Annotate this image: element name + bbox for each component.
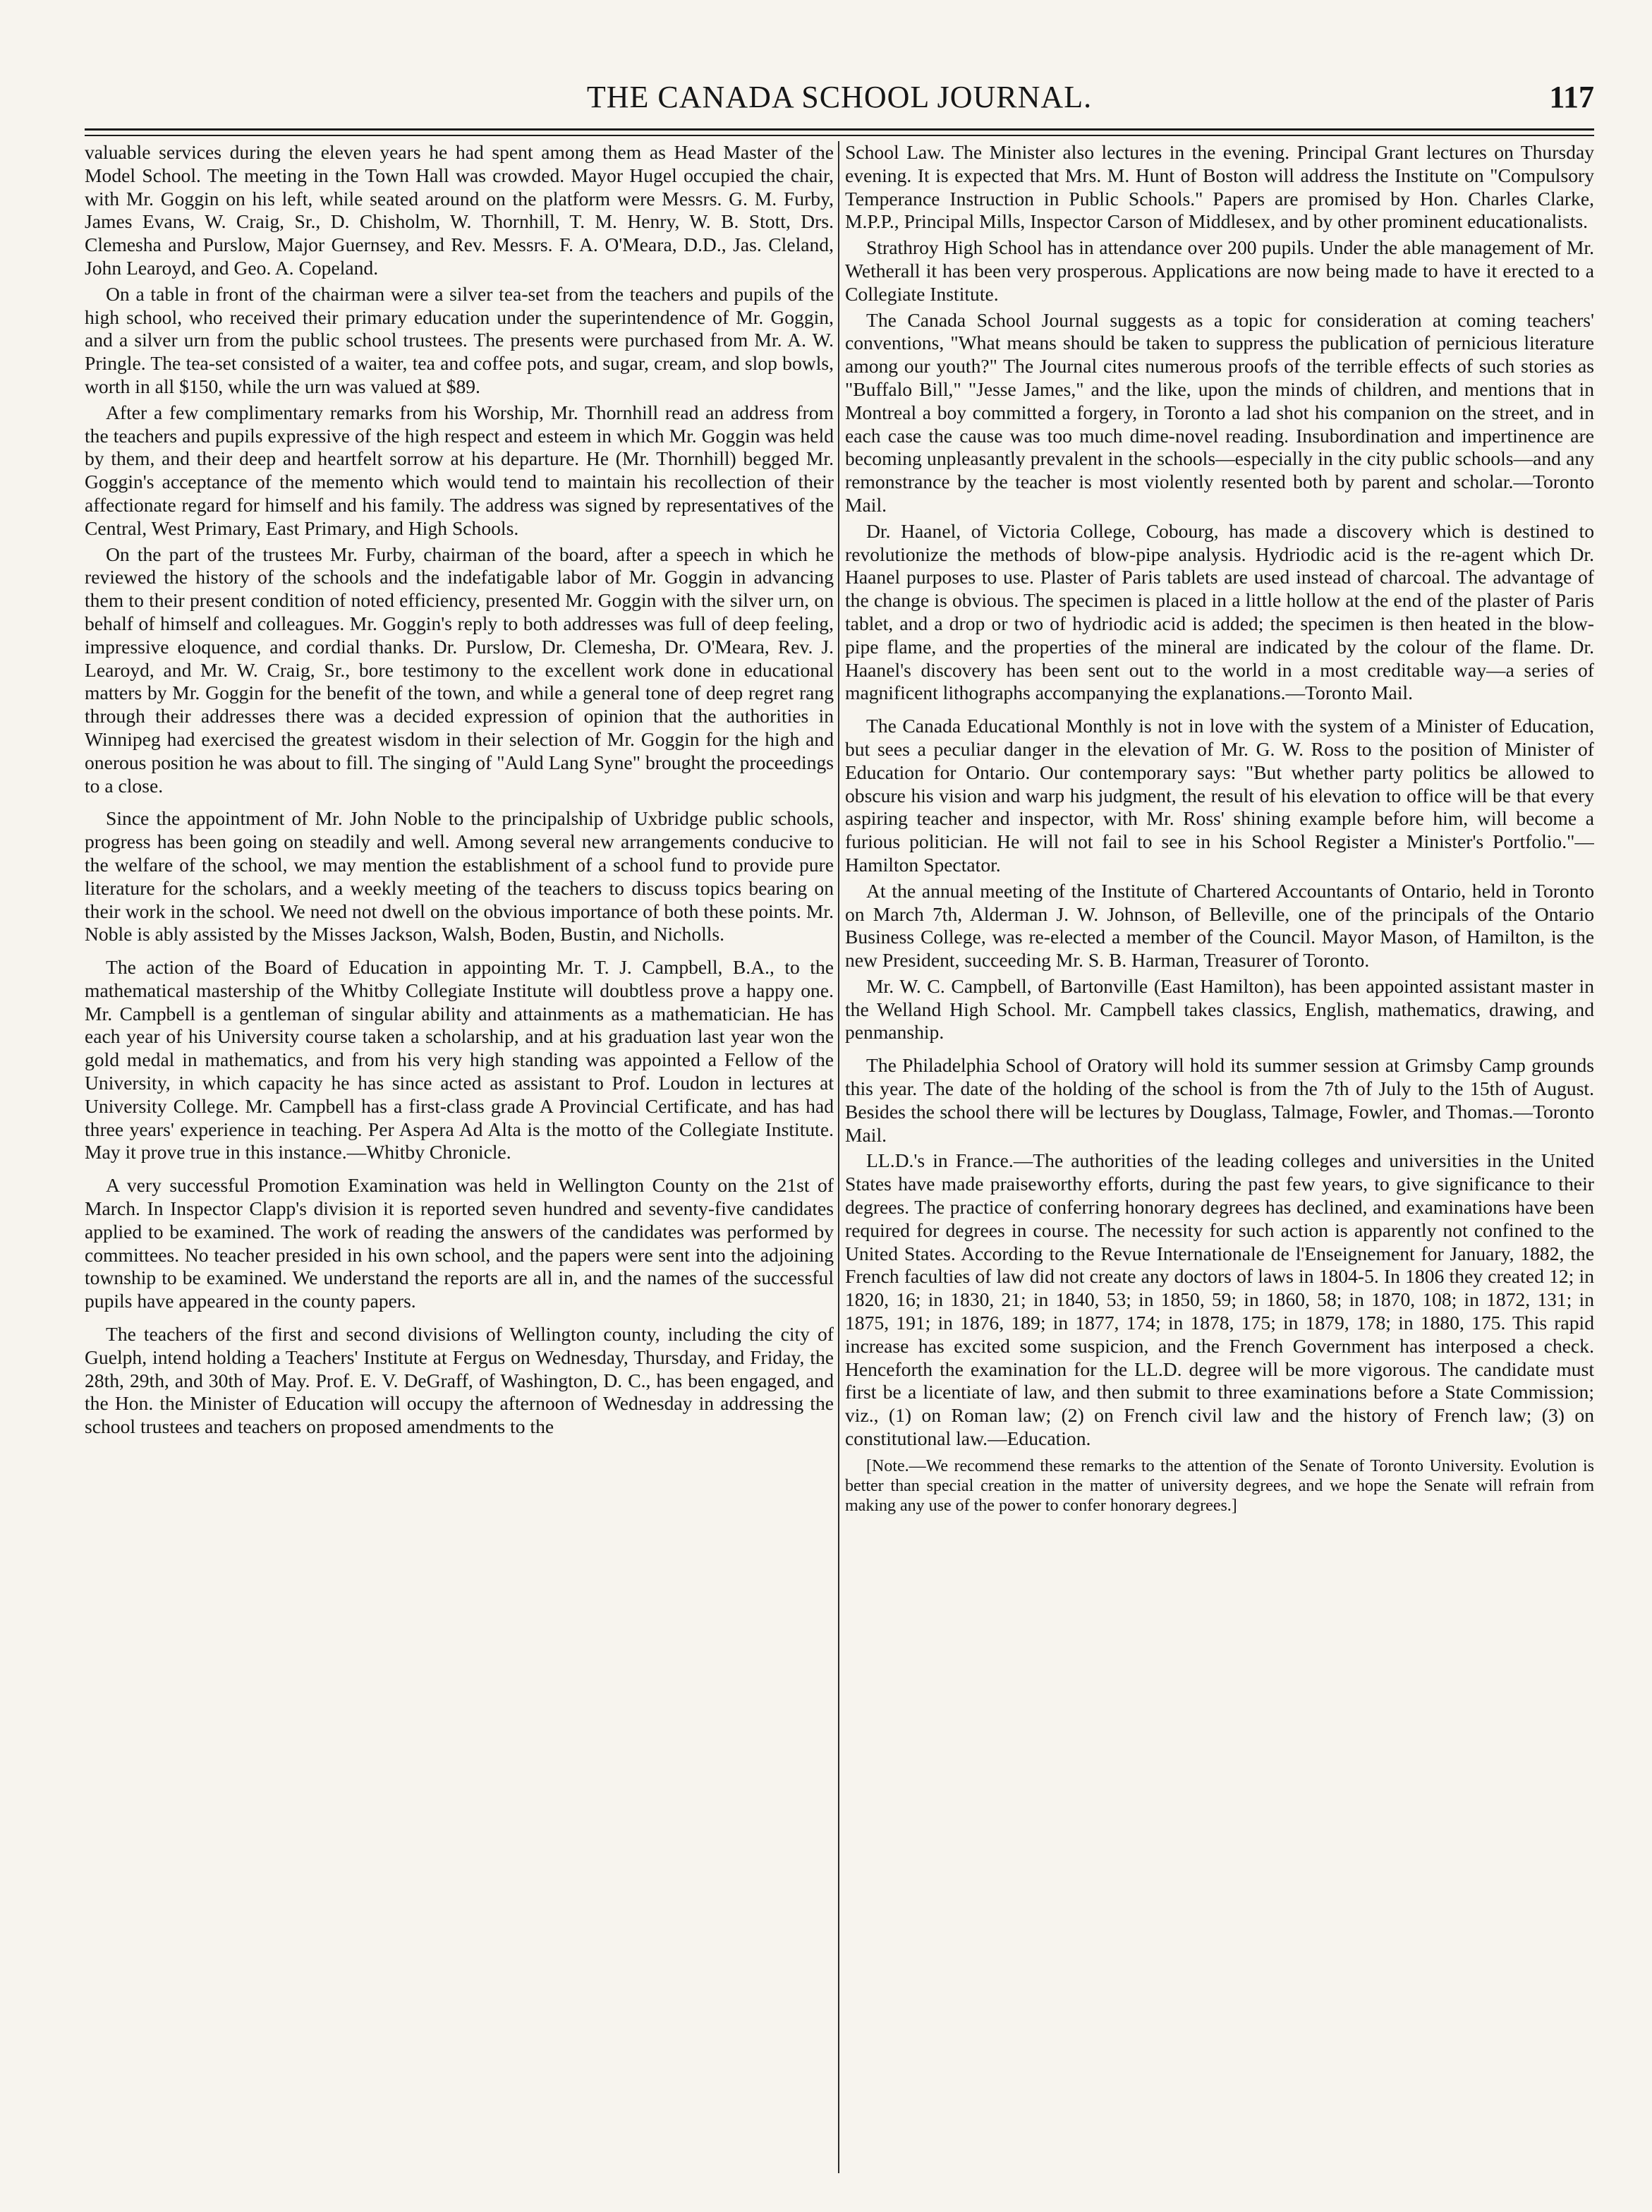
left-column [85,141,834,2180]
paragraph: Since the appointment of Mr. John Noble to the principalship of Uxbridge public schools, progress has been going on steadily and well. Among several new arrangements conducive to the welfare of the school, we may mention the establishment of a school fund to provide pure literature for the scholars, and a weekly meeting of the teachers to discuss topics bearing on their work in the school. We need not dwell on the obvious importance of both these points. Mr. Noble is ably assisted by the Misses Jackson, Walsh, Boden, Bustin, and Nicholls. [85,807,834,945]
paragraph: valuable services during the eleven years he had spent among them as Head Master of the Model School. The meeting in the Town Hall was crowded. Mayor Hugel occupied the chair, with Mr. Goggin on his left, while seated around on the platform were Messrs. G. M. Furby, James Evans, W. Craig, Sr., D. Chisholm, W. Thornhill, T. M. Henry, W. B. Stott, Drs. Clemesha and Purslow, Major Guernsey, and Rev. Messrs. F. A. O'Meara, D.D., Jas. Cleland, John Learoyd, and Geo. A. Copeland. [85,141,834,279]
header-rule-thick [85,128,1594,131]
paragraph: At the annual meeting of the Institute of Chartered Accountants of Ontario, held in Toronto on March 7th, Alderman J. W. Johnson, of Belleville, one of the principals of the Ontario Business College, was re-elected a member of the Council. Mayor Mason, of Hamilton, is the new President, succeeding Mr. S. B. Harman, Treasurer of Toronto. [845,879,1594,972]
header-rule-thin [85,135,1594,136]
paragraph: On the part of the trustees Mr. Furby, chairman of the board, after a speech in which he reviewed the history of the schools and the indefatigable labor of Mr. Goggin in advancing them to their present condition of noted efficiency, presented Mr. Goggin with the silver urn, on behalf of himself and colleagues. Mr. Goggin's reply to both addresses was full of deep feeling, impressive eloquence, and cordial thanks. Dr. Purslow, Dr. Clemesha, Dr. O'Meara, Rev. J. Learoyd, and Mr. W. Craig, Sr., bore testimony to the excellent work done in educational matters by Mr. Goggin for the benefit of the town, and while a general tone of deep regret rang through their addresses there was a decided expression of opinion that the authorities in Winnipeg had exercised the greatest wisdom in their selection of Mr. Goggin for the high and onerous position he was about to fill. The singing of "Auld Lang Syne" brought the proceedings to a close. [85,543,834,797]
paragraph: The Canada Educational Monthly is not in love with the system of a Minister of Education, but sees a peculiar danger in the elevation of Mr. G. W. Ross to the position of Minister of Education for Ontario. Our contemporary says: "But whether party politics be allowed to obscure his vision and warp his judgment, the result of his elevation to office will be that every aspiring teacher and inspector, with Mr. Ross' shining example before him, will become a furious politician. He will not fail to see in his School Register a Minister's Portfolio."—Hamilton Spectator. [845,715,1594,876]
paragraph: The Philadelphia School of Oratory will hold its summer session at Grimsby Camp grounds this year. The date of the holding of the school is from the 7th of July to the 15th of August. Besides the school there will be lectures by Douglass, Talmage, Fowler, and Thomas.—Toronto Mail. [845,1054,1594,1146]
paragraph: Mr. W. C. Campbell, of Bartonville (East Hamilton), has been appointed assistant master in the Welland High School. Mr. Campbell takes classics, English, mathematics, drawing, and penmanship. [845,974,1594,1044]
page-header [85,79,1594,121]
paragraph: The Canada School Journal suggests as a topic for consideration at coming teachers' conventions, "What means should be taken to suppress the publication of pernicious literature among our youth?" The Journal cites numerous proofs of the terrible effects of such stories as "Buffalo Bill," "Jesse James," and the like, upon the minds of children, and mentions that in Montreal a boy committed a forgery, in Toronto a lad shot his companion on the street, and in each case the cause was too much dime-novel reading. Insubordination and impertinence are becoming unpleasantly prevalent in the schools—especially in the city public schools—and any remonstrance by the teacher is most violently resented both by parent and scholar.—Toronto Mail. [845,308,1594,516]
paragraph: On a table in front of the chairman were a silver tea-set from the teachers and pupils of the high school, who received their primary education under the superintendence of Mr. Goggin, and a silver urn from the public school trustees. The presents were purchased from Mr. A. W. Pringle. The tea-set consisted of a waiter, tea and coffee pots, and sugar, cream, and slop bowls, worth in all $150, while the urn was valued at $89. [85,282,834,397]
paragraph: LL.D.'s in France.—The authorities of the leading colleges and universities in the United States have made praiseworthy efforts, during the past few years, to give significance to their degrees. The practice of conferring honorary degrees has declined, and examinations have been required for degrees in course. The necessity for such action is apparently not confined to the United States. According to the Revue Internationale de l'Enseignement for January, 1882, the French faculties of law did not create any doctors of laws in 1804-5. In 1806 they created 12; in 1820, 16; in 1830, 21; in 1840, 53; in 1850, 59; in 1860, 58; in 1870, 108; in 1872, 131; in 1875, 191; in 1876, 189; in 1877, 174; in 1878, 175; in 1879, 178; in 1880, 175. This rapid increase has excited some suspicion, and the French Government has interposed a check. Henceforth the examination for the LL.D. degree will be more vigorous. The candidate must first be a licentiate of law, and then submit to three examinations before a State Commission; viz., (1) on Roman law; (2) on French civil law and the history of French law; (3) on constitutional law.—Education. [845,1149,1594,1450]
editor-note: [Note.—We recommend these remarks to the attention of the Senate of Toronto University. Evolution is better than special creation in the matter of university degrees, and we hope the Senate will refrain from making any use of the power to confer honorary degrees.] [845,1456,1594,1515]
paragraph: Dr. Haanel, of Victoria College, Cobourg, has made a discovery which is destined to revolutionize the methods of blow-pipe analysis. Hydriodic acid is the re-agent which Dr. Haanel purposes to use. Plaster of Paris tablets are used instead of charcoal. The advantage of the change is obvious. The specimen is placed in a little hollow at the end of the plaster of Paris tablet, and a drop or two of hydriodic acid is added; the specimen is then heated in the blow-pipe flame, and the properties of the mineral are indicated by the colour of the flame. Dr. Haanel's discovery has been sent out to the world in a most creditable way—a series of magnificent lithographs accompanying the explanations.—Toronto Mail. [845,519,1594,704]
page-number: 117 [1549,80,1594,114]
paragraph: The action of the Board of Education in appointing Mr. T. J. Campbell, B.A., to the mathematical mastership of the Whitby Collegiate Institute will doubtless prove a happy one. Mr. Campbell is a gentleman of singular ability and attainments as a mathematician. He has each year of his University course taken a scholarship, and at his graduation last year won the gold medal in mathematics, and from his very high standing was appointed a Fellow of the University, in which capacity he has since acted as assistant to Prof. Loudon in lectures at University College. Mr. Campbell has a first-class grade A Provincial Certificate, and has had three years' experience in teaching. Per Aspera Ad Alta is the motto of the Collegiate Institute. May it prove true in this instance.—Whitby Chronicle. [85,956,834,1164]
running-title: THE CANADA SCHOOL JOURNAL. [586,80,1093,114]
paragraph: The teachers of the first and second divisions of Wellington county, including the city of Guelph, intend holding a Teachers' Institute at Fergus on Wednesday, Thursday, and Friday, the 28th, 29th, and 30th of May. Prof. E. V. DeGraff, of Washington, D. C., has been engaged, and the Hon. the Minister of Education will occupy the afternoon of Wednesday in addressing the school trustees and teachers on proposed amendments to the [85,1323,834,1438]
column-divider [838,141,839,2173]
paragraph: School Law. The Minister also lectures in the evening. Principal Grant lectures on Thursday evening. It is expected that Mrs. M. Hunt of Boston will address the Institute on "Compulsory Temperance Instruction in Public Schools." Papers are promised by Hon. Charles Clarke, M.P.P., Principal Mills, Inspector Carson of Middlesex, and by other prominent educationalists. [845,141,1594,233]
paragraph: A very successful Promotion Examination was held in Wellington County on the 21st of March. In Inspector Clapp's division it is reported seven hundred and seventy-five candidates applied to be examined. The work of reading the answers of the candidates was performed by committees. No teacher presided in his own school, and the papers were sent into the adjoining township to be examined. We understand the reports are all in, and the names of the successful pupils have appeared in the county papers. [85,1174,834,1312]
right-column [845,141,1594,2180]
paragraph: After a few complimentary remarks from his Worship, Mr. Thornhill read an address from the teachers and pupils expressive of the high respect and esteem in which Mr. Goggin was held by them, and their deep and heartfelt sorrow at his departure. He (Mr. Thornhill) begged Mr. Goggin's acceptance of the memento which would tend to maintain his recollection of their affectionate regard for himself and his family. The address was signed by representatives of the Central, West Primary, East Primary, and High Schools. [85,401,834,539]
paragraph: Strathroy High School has in attendance over 200 pupils. Under the able management of Mr. Wetherall it has been very prosperous. Applications are now being made to have it erected to a Collegiate Institute. [845,236,1594,305]
